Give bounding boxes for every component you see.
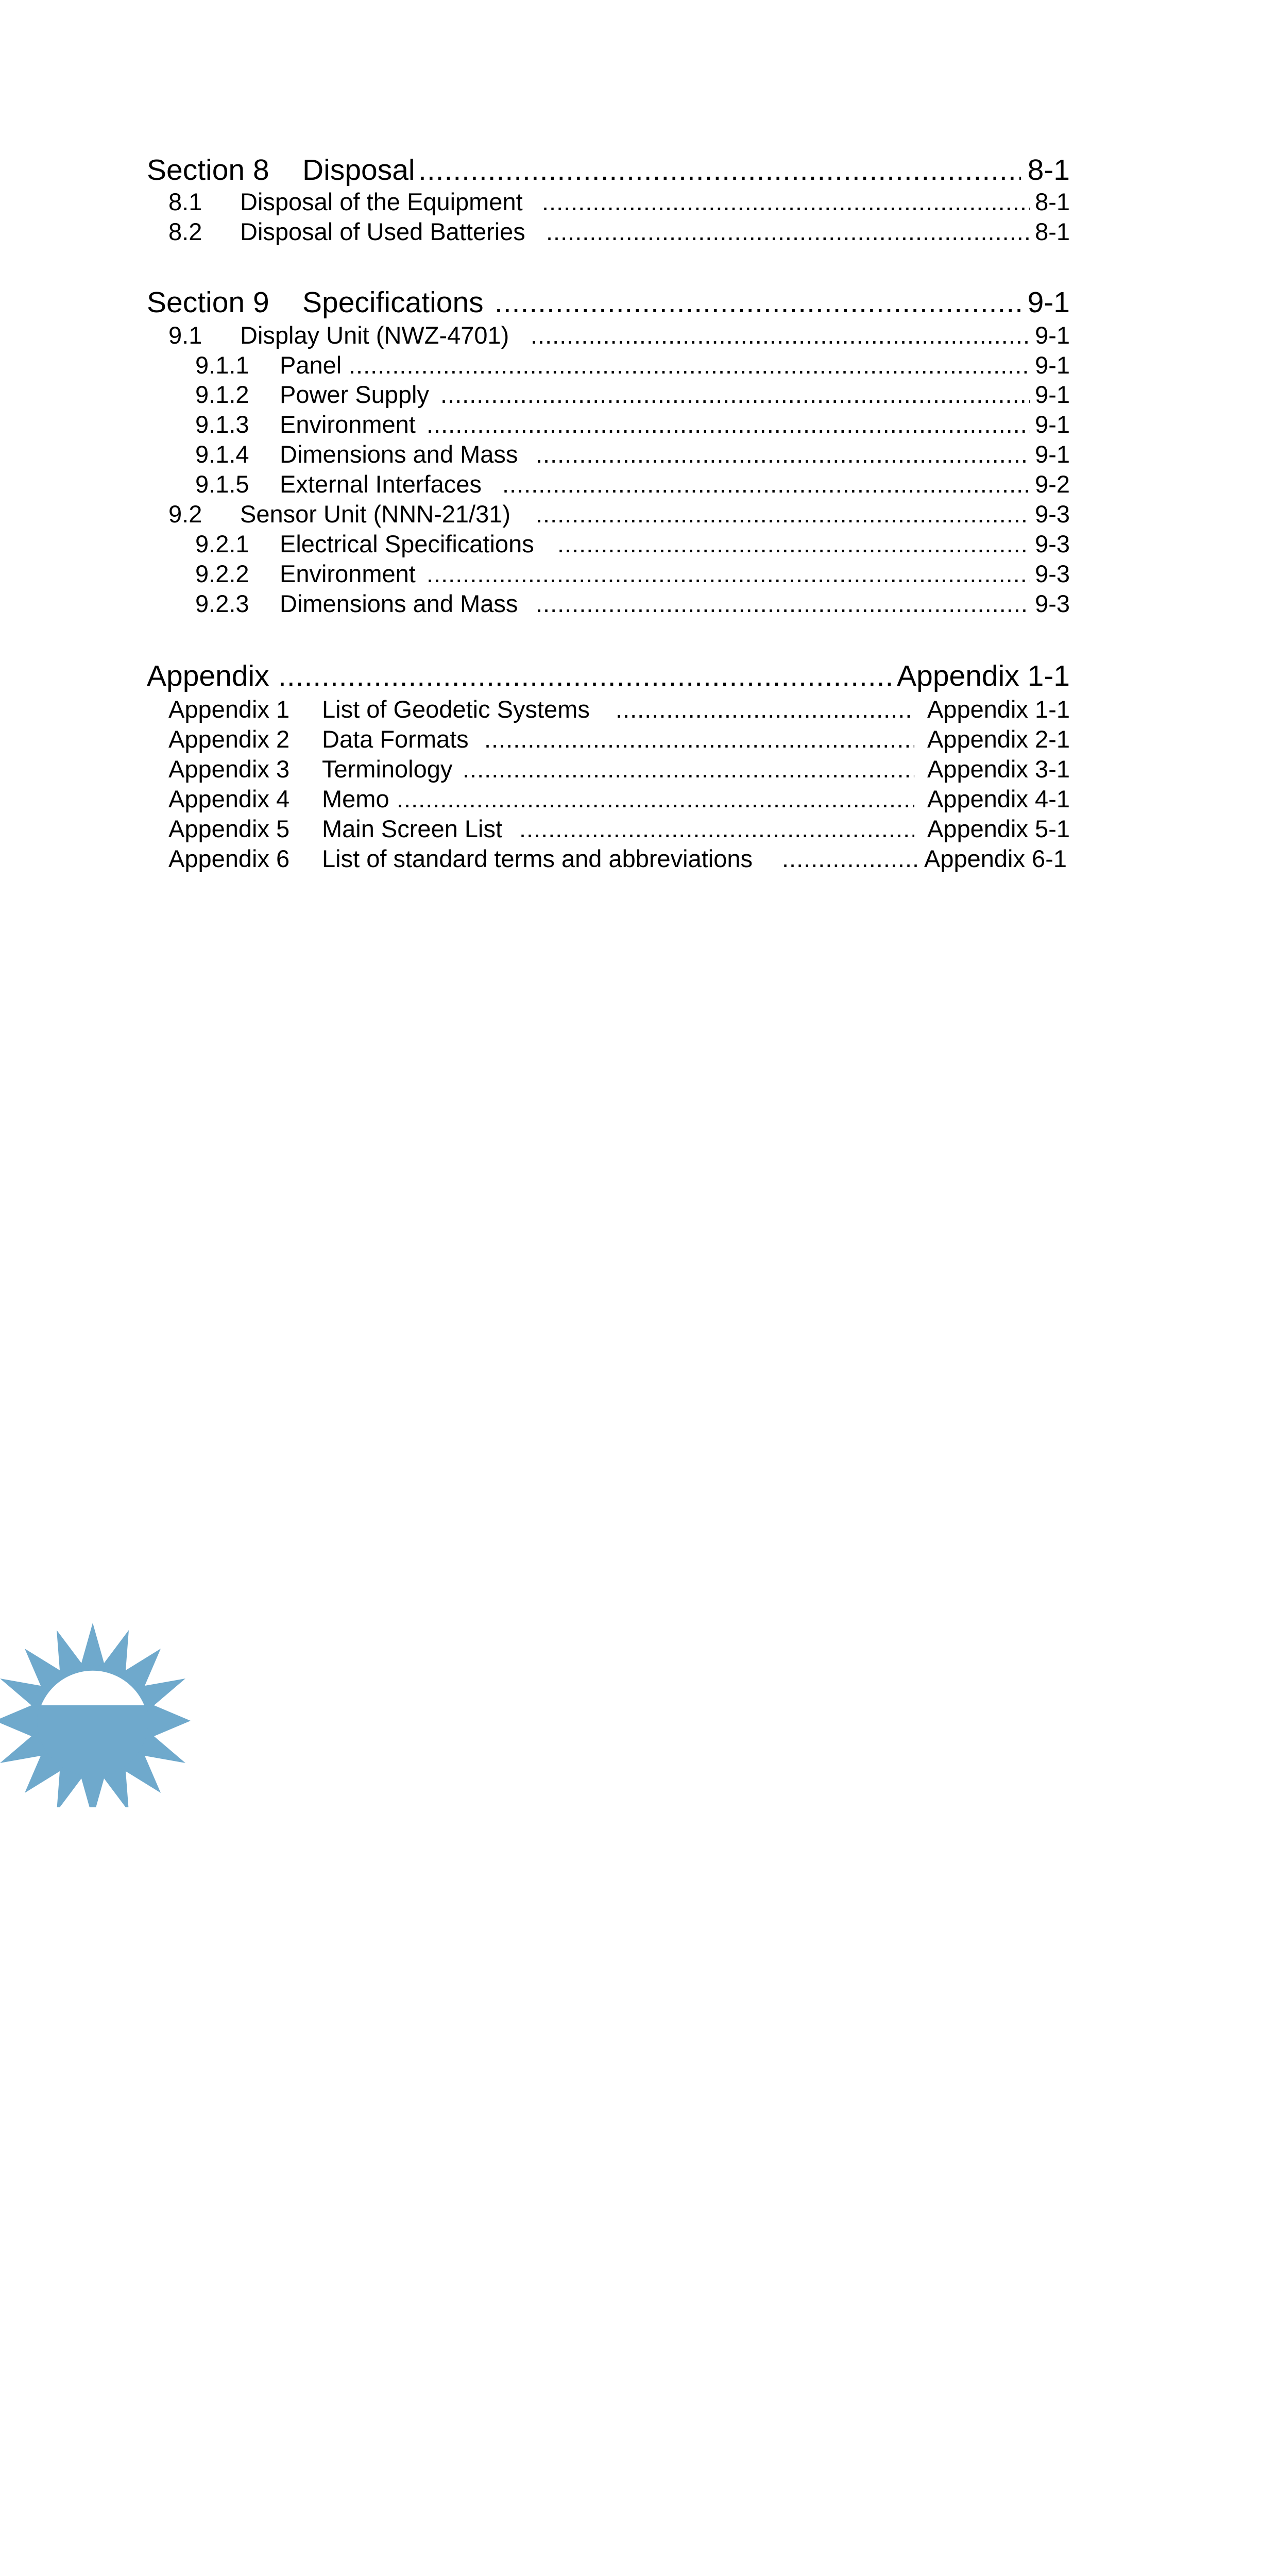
toc-item-title: List of standard terms and abbreviations bbox=[322, 845, 753, 872]
toc-item-number: Appendix 2 bbox=[168, 725, 290, 753]
toc-page: Appendix 1-1 bbox=[897, 659, 1070, 692]
toc-item-title: Electrical Specifications bbox=[280, 530, 534, 557]
toc-page: 9-1 bbox=[1035, 321, 1070, 349]
toc-item-number: 9.2.3 bbox=[195, 590, 249, 617]
toc-item-title: Disposal of the Equipment bbox=[240, 188, 523, 215]
toc-leader bbox=[427, 562, 1030, 586]
toc-item-title: Environment bbox=[280, 560, 416, 587]
toc-leader bbox=[484, 727, 914, 751]
toc-leader bbox=[440, 382, 1030, 406]
toc-section-title: Disposal bbox=[302, 154, 415, 187]
toc-page: 8-1 bbox=[1035, 218, 1070, 245]
toc-item-number: 9.1.1 bbox=[195, 351, 249, 379]
toc-item-number: 9.1.3 bbox=[195, 411, 249, 438]
toc-leader bbox=[536, 442, 1030, 466]
toc-page: Appendix 2-1 bbox=[927, 725, 1070, 753]
toc-item-title: Dimensions and Mass bbox=[280, 590, 518, 617]
toc-item-title: Panel bbox=[280, 351, 342, 379]
toc-page: 9-3 bbox=[1035, 560, 1070, 587]
toc-page: 9-1 bbox=[1035, 351, 1070, 379]
toc-leader bbox=[427, 412, 1030, 436]
toc-page: 9-3 bbox=[1035, 590, 1070, 617]
toc-leader bbox=[502, 472, 1030, 496]
toc-item-number: Appendix 5 bbox=[168, 815, 290, 842]
toc-leader bbox=[542, 190, 1030, 214]
toc-leader bbox=[536, 502, 1030, 526]
toc-leader bbox=[531, 323, 1030, 347]
toc-item-title: Memo bbox=[322, 785, 389, 812]
toc-item-title: Data Formats bbox=[322, 725, 469, 753]
toc-page: 9-1 bbox=[1035, 411, 1070, 438]
toc-leader bbox=[463, 757, 914, 781]
toc-leader bbox=[557, 532, 1030, 556]
toc-item-title: Dimensions and Mass bbox=[280, 440, 518, 468]
toc-item-number: Appendix 4 bbox=[168, 785, 290, 812]
toc-page: 9-2 bbox=[1035, 470, 1070, 498]
toc-page: 8-1 bbox=[1027, 154, 1070, 187]
toc-item-number: 9.1.2 bbox=[195, 381, 249, 408]
toc-section-title: Appendix bbox=[147, 659, 269, 692]
toc-item-number: 9.1 bbox=[168, 321, 202, 349]
footer bbox=[0, 1623, 1278, 1807]
toc-leader bbox=[519, 817, 914, 841]
toc-page: 8-1 bbox=[1035, 188, 1070, 215]
toc-item-title: Sensor Unit (NNN-21/31) bbox=[240, 500, 511, 528]
toc-item-number: 9.2.1 bbox=[195, 530, 249, 557]
toc-item-number: 9.1.5 bbox=[195, 470, 249, 498]
toc-leader bbox=[418, 156, 1021, 185]
toc-leader bbox=[397, 787, 914, 811]
toc-page: Appendix 1-1 bbox=[927, 696, 1070, 723]
toc-section-number: Section 9 bbox=[147, 286, 269, 319]
toc-item-number: 9.1.4 bbox=[195, 440, 249, 468]
toc-leader bbox=[536, 591, 1030, 616]
toc-item-title: Power Supply bbox=[280, 381, 429, 408]
toc-item-number: Appendix 3 bbox=[168, 755, 290, 783]
toc-item-number: 9.2.2 bbox=[195, 560, 249, 587]
toc-section-number: Section 8 bbox=[147, 154, 269, 187]
toc-item-title: Environment bbox=[280, 411, 416, 438]
toc-page: Appendix 3-1 bbox=[927, 755, 1070, 783]
toc-item-number: 8.1 bbox=[168, 188, 202, 215]
toc-item-title: External Interfaces bbox=[280, 470, 482, 498]
toc-leader bbox=[349, 353, 1030, 377]
toc-page: Appendix 5-1 bbox=[927, 815, 1070, 842]
toc-leader bbox=[616, 697, 914, 721]
toc-item-title: List of Geodetic Systems bbox=[322, 696, 590, 723]
toc-page: 9-3 bbox=[1035, 500, 1070, 528]
toc-item-title: Terminology bbox=[322, 755, 453, 783]
toc-leader bbox=[782, 846, 917, 871]
toc-leader bbox=[495, 288, 1021, 317]
toc-item-title: Main Screen List bbox=[322, 815, 503, 842]
toc-page: 9-1 bbox=[1035, 440, 1070, 468]
toc-item-number: Appendix 6 bbox=[168, 845, 290, 872]
toc-item-number: 8.2 bbox=[168, 218, 202, 245]
toc-item-title: Disposal of Used Batteries bbox=[240, 218, 525, 245]
toc-page: 9-1 bbox=[1027, 286, 1070, 319]
toc-page: 9-1 bbox=[1035, 381, 1070, 408]
toc-leader bbox=[546, 219, 1030, 244]
toc-item-number: 9.2 bbox=[168, 500, 202, 528]
toc-section-title: Specifications bbox=[302, 286, 484, 319]
sun-icon bbox=[0, 1623, 196, 1807]
toc-page: Appendix 6-1 bbox=[924, 845, 1067, 872]
toc-item-title: Display Unit (NWZ-4701) bbox=[240, 321, 509, 349]
toc-page: Appendix 4-1 bbox=[927, 785, 1070, 812]
toc-leader bbox=[278, 662, 891, 691]
toc-page: 9-3 bbox=[1035, 530, 1070, 557]
toc-item-number: Appendix 1 bbox=[168, 696, 290, 723]
